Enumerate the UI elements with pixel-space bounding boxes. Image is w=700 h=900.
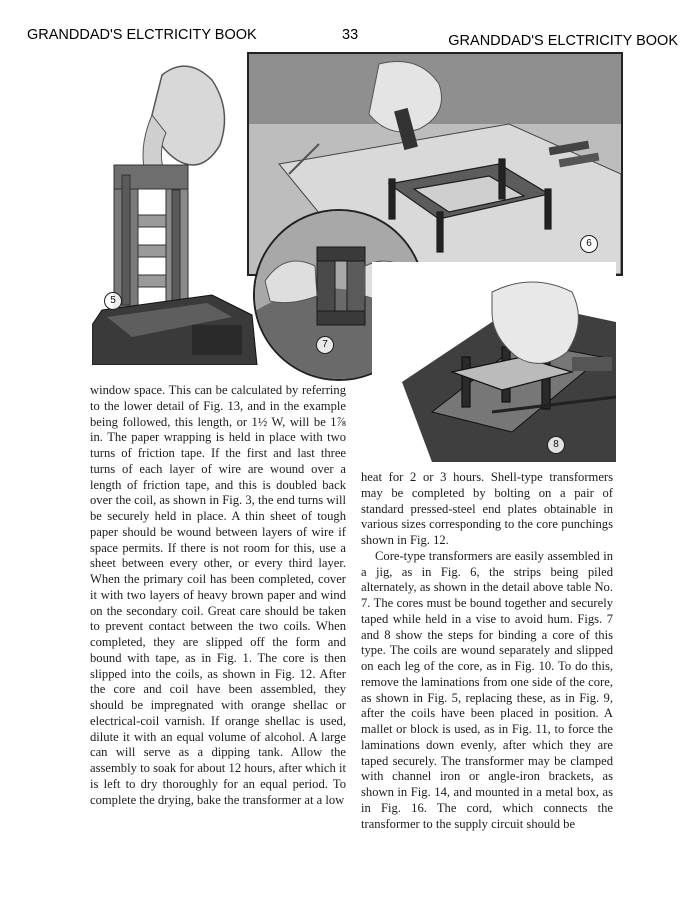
figure-7-label: 7 — [316, 336, 334, 354]
figure-6-label: 6 — [580, 235, 598, 253]
paragraph-shell-type: heat for 2 or 3 hours. Shell-type transformers may be completed by bolting on a pair of standard pressed-steel end plates obtainable in various sizes corresponding to the core punchings shown in Fig. 12. — [361, 470, 613, 547]
article-column-right — [361, 470, 613, 832]
figure-5-photo — [92, 55, 260, 365]
figure-5-label: 5 — [104, 292, 122, 310]
article-column-left: window space. This can be calculated by referring to the lower detail of Fig. 13, and in the example being followed, this length, or 1½ W, will be 1⅞ in. The paper wrapping is held in place with two turns of friction tape. If the first and last three turns of each layer of wire are wound over a length of friction tape, and this is doubled back over the coil, as shown in Fig. 3, the end turns will be securely held in place. A thin sheet of tough paper should be wound between layers of wire if space permits. If there is not room for this, use a sheet between every other, or every third layer. When the primary coil has been completed, cover it with two layers of heavy brown paper and wind on the secondary coil. Great care should be taken to prevent contact between the two coils. When completed, they are slipped off the form and bound with tape, as in Fig. 1. The core is then slipped into the coils, as shown in Fig. 12. After the core and coil have been assembled, they should be impregnated with orange shellac or electrical-coil varnish. If orange shellac is used, dilute it with an equal volume of alcohol. A large can will serve as a dipping tank. Allow the assembly to soak for about 12 hours, after which it is left to dry thoroughly for an equal period. To complete the drying, bake the transformer at a low — [90, 383, 346, 807]
figure-8-label: 8 — [547, 436, 565, 454]
paragraph-core-type: Core-type transformers are easily assembled in a jig, as in Fig. 6, the strips being piled alternately, as shown in the detail above table No. 7. The cores must be bound together and securely taped while held in a vise to avoid hum. Figs. 7 and 8 show the steps for binding a core of this type. The coils are wound separately and slipped on each leg of the core, as in Fig. 10. To do this, remove the laminations from one side of the core, as shown in Fig. 5, replacing these, as in Fig. 9, after the coils have been placed in position. A mallet or block is used, as in Fig. 11, to force the laminations down evenly, after which they are taped securely. The transformer may be clamped with channel iron or angle-iron brackets, as shown in Fig. 14, and mounted in a metal box, as in Fig. 16. The cord, which connects the transformer to the supply circuit should be — [361, 548, 613, 831]
running-head-right: GRANDDAD'S ELCTRICITY BOOK — [448, 33, 678, 49]
page-number: 33 — [342, 27, 359, 43]
running-head-left: GRANDDAD'S ELCTRICITY BOOK — [27, 27, 257, 43]
figure-8-photo — [372, 262, 616, 462]
